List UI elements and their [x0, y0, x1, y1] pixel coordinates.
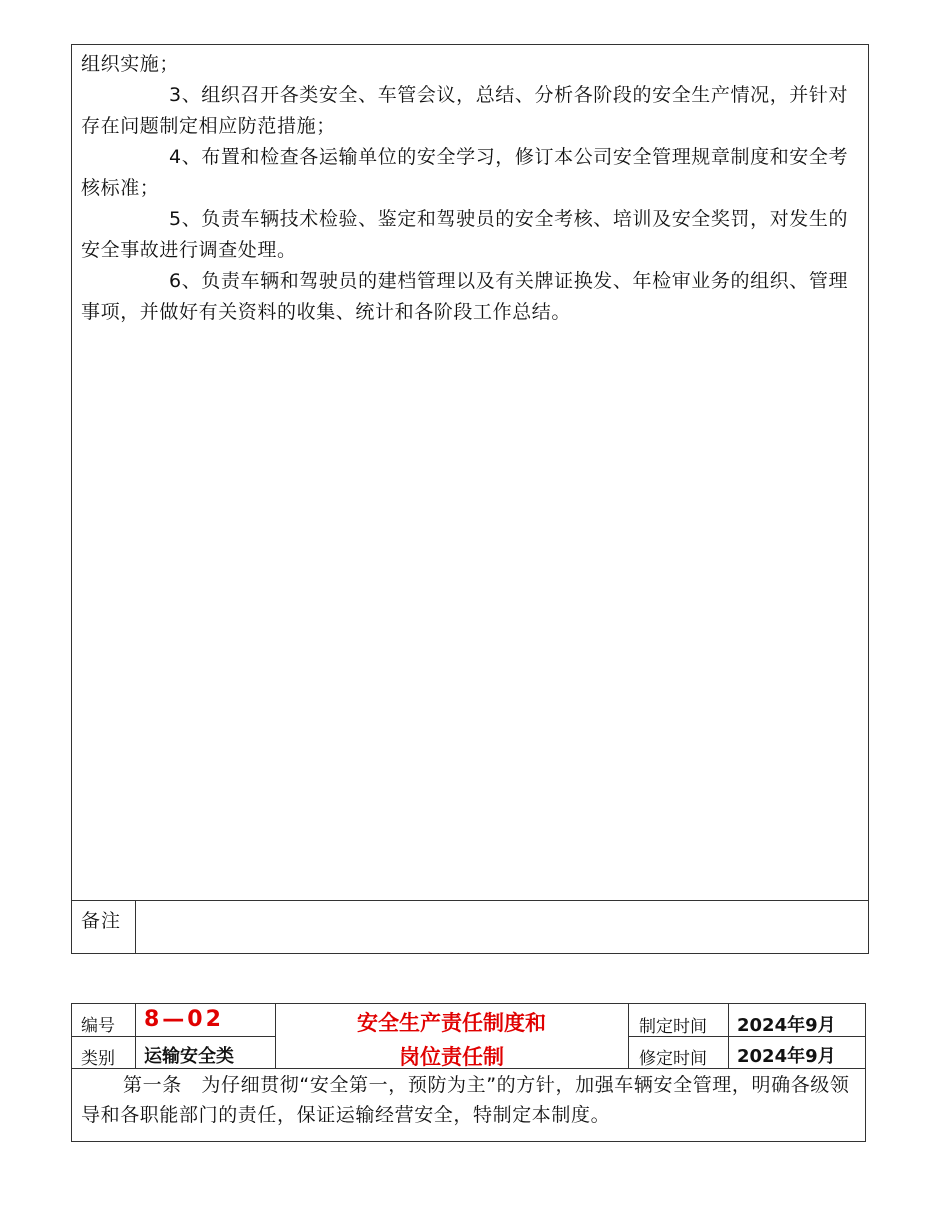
duties-content [72, 45, 868, 900]
remarks-label-cell [72, 901, 136, 953]
duty-paragraph: 6、负责车辆和驾驶员的建档管理以及有关牌证换发、年检审业务的组织、管理事项，并做好有关资料的收集、统计和各阶段工作总结。 [81, 270, 849, 323]
title-line-1: 安全生产责任制度和 [357, 1011, 546, 1035]
duty-paragraph: 组织实施； [81, 53, 180, 75]
remarks-label: 备注 [81, 910, 122, 932]
grid-divider [72, 1036, 275, 1037]
enact-date-value: 2024年9月 [737, 1015, 836, 1036]
responsibility-table-continued [71, 44, 869, 954]
revise-date-value: 2024年9月 [737, 1046, 836, 1067]
duty-paragraph: 4、布置和检查各运输单位的安全学习，修订本公司安全管理规章制度和安全考核标准； [81, 146, 849, 199]
document-title [275, 1007, 628, 1071]
article-body [72, 1070, 865, 1130]
category-value: 运输安全类 [144, 1046, 234, 1067]
enact-date-label: 制定时间 [639, 1017, 707, 1037]
remarks-value-cell [135, 901, 868, 953]
remarks-row [72, 900, 868, 953]
number-label: 编号 [81, 1016, 115, 1036]
category-label: 类别 [81, 1049, 115, 1069]
number-value: 8—02 [144, 1007, 224, 1032]
duty-paragraph: 3、组织召开各类安全、车管会议，总结、分析各阶段的安全生产情况，并针对存在问题制定相应防范措施； [81, 84, 849, 137]
revise-date-label: 修定时间 [639, 1049, 707, 1069]
duty-paragraph: 5、负责车辆技术检验、鉴定和驾驶员的安全考核、培训及安全奖罚，对发生的安全事故进行调查处理。 [81, 208, 849, 261]
document-header-table [71, 1003, 866, 1142]
article-1: 第一条 为仔细贯彻“安全第一，预防为主”的方针，加强车辆安全管理，明确各级领导和各职能部门的责任，保证运输经营安全，特制定本制度。 [81, 1074, 850, 1126]
title-line-2: 岗位责任制 [399, 1045, 504, 1069]
